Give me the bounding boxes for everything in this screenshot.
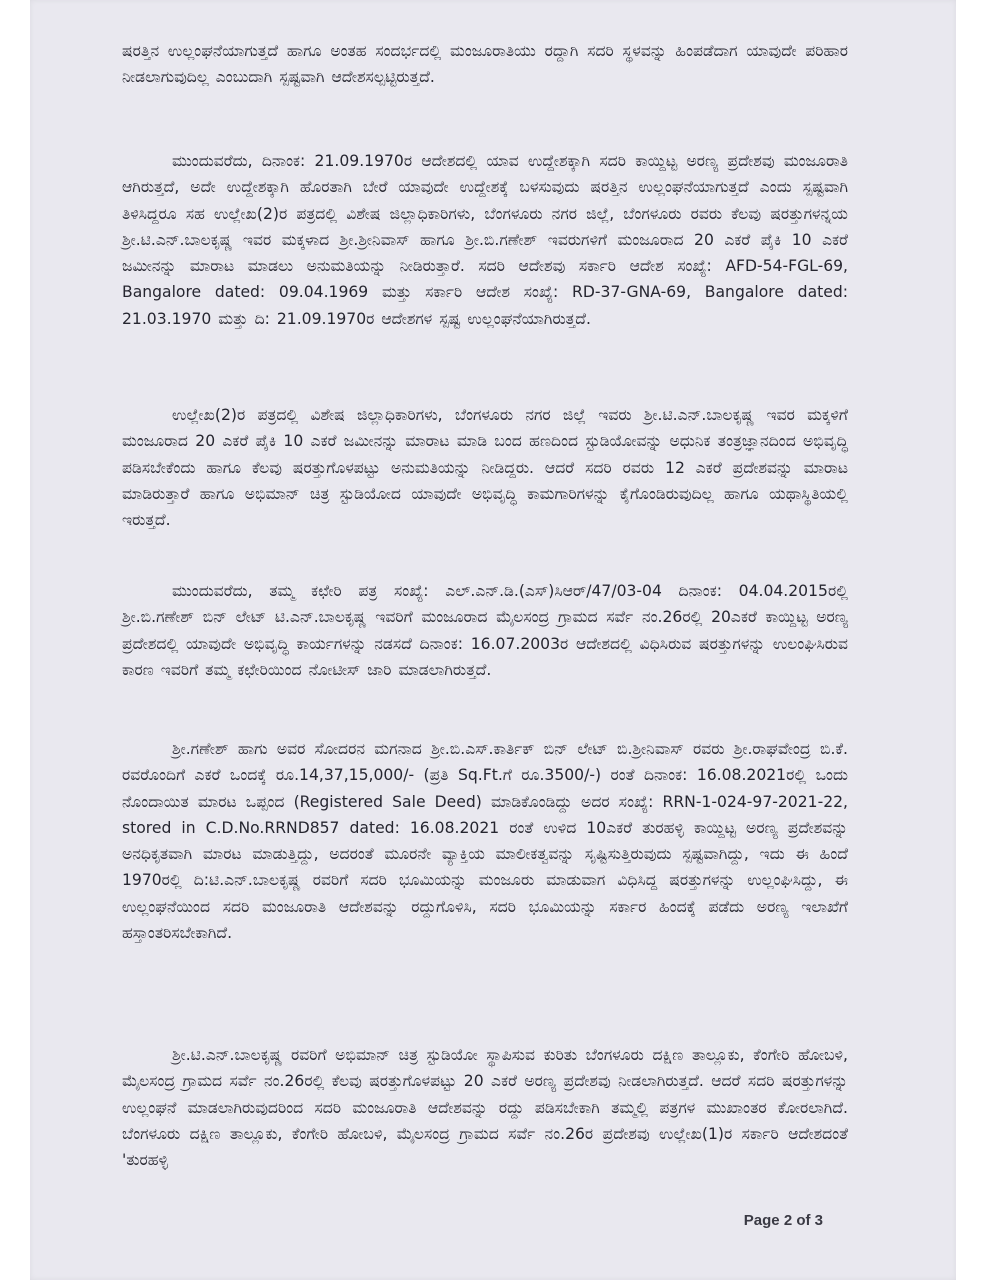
paragraph-4: ಮುಂದುವರೆದು, ತಮ್ಮ ಕಛೇರಿ ಪತ್ರ ಸಂಖ್ಯೆ: ಎಲ್.ಎನ್.ಡಿ.(ಎಸ್)ಸಿಆರ್/47/03-04 ದಿನಾಂಕ: 04.04.2015ರಲ್ಲಿ ಶ್ರೀ.ಬಿ.ಗಣೇಶ್ ಬಿನ್ ಲೇಟ್ ಟಿ.ಎನ್.ಬಾಲಕೃಷ್ಣ ಇವರಿಗೆ ಮಂಜೂರಾದ ಮೈಲಸಂದ್ರ ಗ್ರಾಮದ ಸರ್ವೆ ನಂ.26ರಲ್ಲಿ 20ಎಕರೆ ಕಾಯ್ದಿಟ್ಟ ಅರಣ್ಯ ಪ್ರದೇಶದಲ್ಲಿ ಯಾವುದೇ ಅಭಿವೃದ್ಧಿ ಕಾರ್ಯಗಳನ್ನು ನಡಸದೆ ದಿನಾಂಕ: 16.07.2003ರ ಆದೇಶದಲ್ಲಿ ವಿಧಿಸಿರುವ ಷರತ್ತುಗಳನ್ನು ಉಲಂಘಿಸಿರುವ ಕಾರಣ ಇವರಿಗೆ ತಮ್ಮ ಕಛೇರಿಯಿಂದ ನೋಟೀಸ್ ಜಾರಿ ಮಾಡಲಾಗಿರುತ್ತದೆ. [122, 582, 848, 679]
paragraph-5: ಶ್ರೀ.ಗಣೇಶ್ ಹಾಗು ಅವರ ಸೋದರನ ಮಗನಾದ ಶ್ರೀ.ಬಿ.ಎಸ್.ಕಾರ್ತಿಕ್ ಬಿನ್ ಲೇಟ್ ಬಿ.ಶ್ರೀನಿವಾಸ್ ರವರು ಶ್ರೀ.ರಾಘವೇಂದ್ರ ಬಿ.ಕೆ. ರವರೊಂದಿಗೆ ಎಕರೆ ಒಂದಕ್ಕೆ ರೂ.14,37,15,000/- (ಪ್ರತಿ Sq.Ft.ಗೆ ರೂ.3500/-) ರಂತೆ ದಿನಾಂಕ: 16.08.2021ರಲ್ಲಿ ಒಂದು ನೊಂದಾಯಿತ ಮಾರಟ ಒಪ್ಪಂದ (Registered Sale Deed) ಮಾಡಿಕೊಂಡಿದ್ದು ಅದರ ಸಂಖ್ಯೆ: RRN-1-024-97-2021-22, stored in C.D.No.RRND857 dated: 16.08.2021 ರಂತೆ ಉಳಿದ 10ಎಕರೆ ತುರಹಳ್ಳಿ ಕಾಯ್ದಿಟ್ಟ ಅರಣ್ಯ ಪ್ರದೇಶವನ್ನು ಅನಧಿಕೃತವಾಗಿ ಮಾರಟ ಮಾಡುತ್ತಿದ್ದು, ಅದರಂತೆ ಮೂರನೇ ವ್ಯಾಕ್ತಿಯ ಮಾಲೀಕತ್ವವನ್ನು ಸೃಷ್ಟಿಸುತ್ತಿರುವುದು ಸ್ಪಷ್ಟವಾಗಿದ್ದು, ಇದು ಈ ಹಿಂದೆ 1970ರಲ್ಲಿ ದಿ:ಟಿ.ಎನ್.ಬಾಲಕೃಷ್ಣ ರವರಿಗೆ ಸದರಿ ಭೂಮಿಯನ್ನು ಮಂಜೂರು ಮಾಡುವಾಗ ವಿಧಿಸಿದ್ದ ಷರತ್ತುಗಳನ್ನು ಉಲ್ಲಂಘಿಸಿದ್ದು, ಈ ಉಲ್ಲಂಘನೆಯಿಂದ ಸದರಿ ಮಂಜೂರಾತಿ ಆದೇಶವನ್ನು ರದ್ದುಗೊಳಿಸಿ, ಸದರಿ ಭೂಮಿಯನ್ನು ಸರ್ಕಾರ ಹಿಂದಕ್ಕೆ ಪಡೆದು ಅರಣ್ಯ ಇಲಾಖೆಗೆ ಹಸ್ತಾಂತರಿಸಬೇಕಾಗಿದೆ. [122, 740, 848, 943]
paragraph-2: ಮುಂದುವರೆದು, ದಿನಾಂಕ: 21.09.1970ರ ಆದೇಶದಲ್ಲಿ ಯಾವ ಉದ್ದೇಶಕ್ಕಾಗಿ ಸದರಿ ಕಾಯ್ದಿಟ್ಟ ಅರಣ್ಯ ಪ್ರದೇಶವು ಮಂಜೂರಾತಿ ಆಗಿರುತ್ತದೆ, ಅದೇ ಉದ್ದೇಶಕ್ಕಾಗಿ ಹೊರತಾಗಿ ಬೇರೆ ಯಾವುದೇ ಉದ್ದೇಶಕ್ಕೆ ಬಳಸುವುದು ಷರತ್ತಿನ ಉಲ್ಲಂಘನೆಯಾಗುತ್ತದೆ ಎಂದು ಸ್ಪಷ್ಟವಾಗಿ ತಿಳಿಸಿದ್ದರೂ ಸಹ ಉಲ್ಲೇಖ(2)ರ ಪತ್ರದಲ್ಲಿ ವಿಶೇಷ ಜಿಲ್ಲಾಧಿಕಾರಿಗಳು, ಬೆಂಗಳೂರು ನಗರ ಜಿಲ್ಲೆ, ಬೆಂಗಳೂರು ರವರು ಕೆಲವು ಷರತ್ತುಗಳನ್ನಯ ಶ್ರೀ.ಟಿ.ಎನ್.ಬಾಲಕೃಷ್ಣ ಇವರ ಮಕ್ಕಳಾದ ಶ್ರೀ.ಶ್ರೀನಿವಾಸ್ ಹಾಗೂ ಶ್ರೀ.ಬಿ.ಗಣೇಶ್ ಇವರುಗಳಿಗೆ ಮಂಜೂರಾದ 20 ಎಕರೆ ಪೈಕಿ 10 ಎಕರೆ ಜಮೀನನ್ನು ಮಾರಾಟ ಮಾಡಲು ಅನುಮತಿಯನ್ನು ನೀಡಿರುತ್ತಾರೆ. ಸದರಿ ಆದೇಶವು ಸರ್ಕಾರಿ ಆದೇಶ ಸಂಖ್ಯೆ: AFD-54-FGL-69, Bangalore dated: 09.04.1969 ಮತ್ತು ಸರ್ಕಾರಿ ಆದೇಶ ಸಂಖ್ಯೆ: RD-37-GNA-69, Bangalore dated: 21.03.1970 ಮತ್ತು ದಿ: 21.09.1970ರ ಆದೇಶಗಳ ಸ್ಪಷ್ಟ ಉಲ್ಲಂಘನೆಯಾಗಿರುತ್ತದೆ. [122, 152, 848, 328]
document-page [30, 0, 956, 1280]
paragraph-6: ಶ್ರೀ.ಟಿ.ಎನ್.ಬಾಲಕೃಷ್ಣ ರವರಿಗೆ ಅಭಿಮಾನ್ ಚಿತ್ರ ಸ್ಟುಡಿಯೋ ಸ್ಥಾಪಿಸುವ ಕುರಿತು ಬೆಂಗಳೂರು ದಕ್ಷಿಣ ತಾಲ್ಲೂಕು, ಕೆಂಗೇರಿ ಹೋಬಳಿ, ಮೈಲಸಂದ್ರ ಗ್ರಾಮದ ಸರ್ವೆ ನಂ.26ರಲ್ಲಿ ಕೆಲವು ಷರತ್ತುಗೊಳಪಟ್ಟು 20 ಎಕರೆ ಅರಣ್ಯ ಪ್ರದೇಶವು ನೀಡಲಾಗಿರುತ್ತದೆ. ಆದರೆ ಸದರಿ ಷರತ್ತುಗಳನ್ನು ಉಲ್ಲಂಘನೆ ಮಾಡಲಾಗಿರುವುದರಿಂದ ಸದರಿ ಮಂಜೂರಾತಿ ಆದೇಶವನ್ನು ರದ್ದು ಪಡಿಸಬೇಕಾಗಿ ತಮ್ಮಲ್ಲಿ ಪತ್ರಗಳ ಮುಖಾಂತರ ಕೋರಲಾಗಿದೆ. ಬೆಂಗಳೂರು ದಕ್ಷಿಣ ತಾಲ್ಲೂಕು, ಕೆಂಗೇರಿ ಹೋಬಳಿ, ಮೈಲಸಂದ್ರ ಗ್ರಾಮದ ಸರ್ವೆ ನಂ.26ರ ಪ್ರದೇಶವು ಉಲ್ಲೇಖ(1)ರ ಸರ್ಕಾರಿ ಆದೇಶದಂತೆ 'ತುರಹಳ್ಳಿ [122, 1046, 848, 1170]
page-number-footer: Page 2 of 3 [743, 1212, 823, 1229]
paragraph-1: ಷರತ್ತಿನ ಉಲ್ಲಂಘನೆಯಾಗುತ್ತದೆ ಹಾಗೂ ಅಂತಹ ಸಂದರ್ಭದಲ್ಲಿ ಮಂಜೂರಾತಿಯು ರದ್ದಾಗಿ ಸದರಿ ಸ್ಥಳವನ್ನು ಹಿಂಪಡೆದಾಗ ಯಾವುದೇ ಪರಿಹಾರ ನೀಡಲಾಗುವುದಿಲ್ಲ ಎಂಬುದಾಗಿ ಸ್ಪಷ್ಟವಾಗಿ ಆದೇಶಸಲ್ಪಟ್ಟಿರುತ್ತದೆ. [122, 42, 848, 87]
paragraph-3: ಉಲ್ಲೇಖ(2)ರ ಪತ್ರದಲ್ಲಿ ವಿಶೇಷ ಜಿಲ್ಲಾಧಿಕಾರಿಗಳು, ಬೆಂಗಳೂರು ನಗರ ಜಿಲ್ಲೆ ಇವರು ಶ್ರೀ.ಟಿ.ಎನ್.ಬಾಲಕೃಷ್ಣ ಇವರ ಮಕ್ಕಳಿಗೆ ಮಂಜೂರಾದ 20 ಎಕರೆ ಪೈಕಿ 10 ಎಕರೆ ಜಮೀನನ್ನು ಮಾರಾಟ ಮಾಡಿ ಬಂದ ಹಣದಿಂದ ಸ್ಟುಡಿಯೋವನ್ನು ಅಧುನಿಕ ತಂತ್ರಜ್ಞಾನದಿಂದ ಅಭಿವೃದ್ಧಿ ಪಡಿಸಬೇಕೆಂದು ಹಾಗೂ ಕೆಲವು ಷರತ್ತುಗೊಳಪಟ್ಟು ಅನುಮತಿಯನ್ನು ನೀಡಿದ್ದರು. ಆದರೆ ಸದರಿ ರವರು 12 ಎಕರೆ ಪ್ರದೇಶವನ್ನು ಮಾರಾಟ ಮಾಡಿರುತ್ತಾರೆ ಹಾಗೂ ಅಭಿಮಾನ್ ಚಿತ್ರ ಸ್ಟುಡಿಯೋದ ಯಾವುದೇ ಅಭಿವೃದ್ಧಿ ಕಾಮಗಾರಿಗಳನ್ನು ಕೈಗೊಂಡಿರುವುದಿಲ್ಲ ಹಾಗೂ ಯಥಾಸ್ಥಿತಿಯಲ್ಲಿ ಇರುತ್ತದೆ. [122, 406, 848, 530]
